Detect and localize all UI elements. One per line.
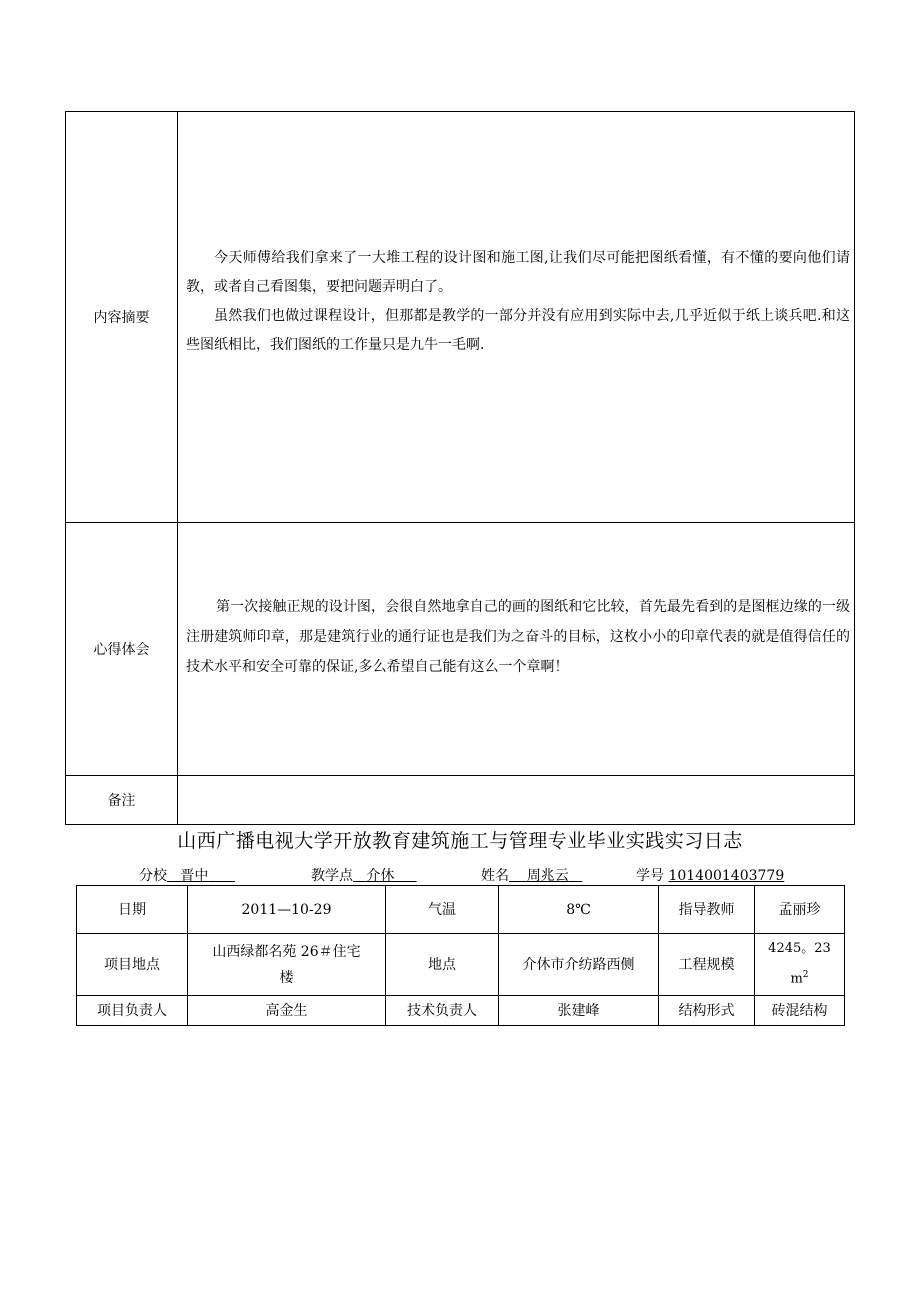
name-value: 周兆云 (526, 868, 569, 884)
info-table (76, 885, 845, 1026)
reflection-paragraph: 第一次接触正规的设计图，会很自然地拿自己的画的图纸和它比较，首先最先看到的是图框边缘的一级注册建筑师印章，那是建筑行业的通行证也是我们为之奋斗的目标，这枚小小的印章代表的就是值得信任的技术水平和安全可靠的保证,多么希望自己能有这么一个章啊！ (186, 599, 850, 675)
project-site-line-2: 楼 (279, 969, 294, 986)
structure-label: 结构形式 (659, 996, 755, 1026)
id-label: 学号 (636, 868, 664, 884)
project-site-value (188, 934, 386, 996)
summary-paragraph-1: 今天师傅给我们拿来了一大堆工程的设计图和施工图,让我们尽可能把图纸看懂，有不懂的要向他们请教，或者自己看图集，要把问题弄明白了。 (186, 250, 850, 295)
upper-table-row-divider-1 (65, 522, 855, 523)
site-value: 介休 (366, 868, 395, 884)
name-label: 姓名 (481, 868, 509, 884)
summary-content (186, 244, 850, 360)
branch-label: 分校 (139, 868, 167, 884)
remarks-content (178, 776, 854, 824)
summary-label: 内容摘要 (93, 310, 150, 326)
scale-value (755, 934, 845, 996)
upper-table-bottom-border (65, 824, 855, 825)
reflection-label: 心得体会 (93, 642, 150, 658)
date-value: 2011—10-29 (188, 886, 386, 934)
scale-number: 4245。23 (768, 941, 831, 957)
meta-branch (139, 865, 235, 885)
scale-label: 工程规模 (659, 934, 755, 996)
table-row (77, 934, 845, 996)
meta-student-id (636, 865, 784, 885)
log-title: 山西广播电视大学开放教育建筑施工与管理专业毕业实践实习日志 (177, 830, 743, 852)
branch-value: 晋中 (180, 868, 209, 884)
upper-table-right-border (854, 111, 855, 825)
tech-lead-value: 张建峰 (499, 996, 659, 1026)
remarks-label: 备注 (107, 793, 136, 809)
teacher-value: 孟丽珍 (755, 886, 845, 934)
temperature-value: 8℃ (499, 886, 659, 934)
meta-name (481, 865, 582, 885)
summary-paragraph-2: 虽然我们也做过课程设计，但那都是教学的一部分并没有应用到实际中去,几乎近似于纸上谈兵吧.和这些图纸相比，我们图纸的工作量只是九牛一毛啊. (186, 308, 850, 353)
meta-site (311, 865, 417, 885)
manager-label: 项目负责人 (77, 996, 188, 1026)
location-label: 地点 (386, 934, 499, 996)
structure-value: 砖混结构 (755, 996, 845, 1026)
project-site-line-1: 山西绿都名苑 26＃住宅 (212, 943, 361, 960)
temperature-label: 气温 (386, 886, 499, 934)
project-site-label: 项目地点 (77, 934, 188, 996)
manager-value: 高金生 (188, 996, 386, 1026)
teacher-label: 指导教师 (659, 886, 755, 934)
location-value: 介休市介纺路西侧 (499, 934, 659, 996)
upper-table-column-divider (177, 111, 178, 825)
table-row (77, 996, 845, 1026)
id-value: 1014001403779 (668, 868, 785, 884)
date-label: 日期 (77, 886, 188, 934)
table-row (77, 886, 845, 934)
scale-unit: $m^2$ (790, 970, 809, 987)
site-label: 教学点 (311, 868, 353, 884)
upper-table-top-border (65, 111, 855, 112)
tech-lead-label: 技术负责人 (386, 996, 499, 1026)
reflection-content (186, 592, 850, 682)
